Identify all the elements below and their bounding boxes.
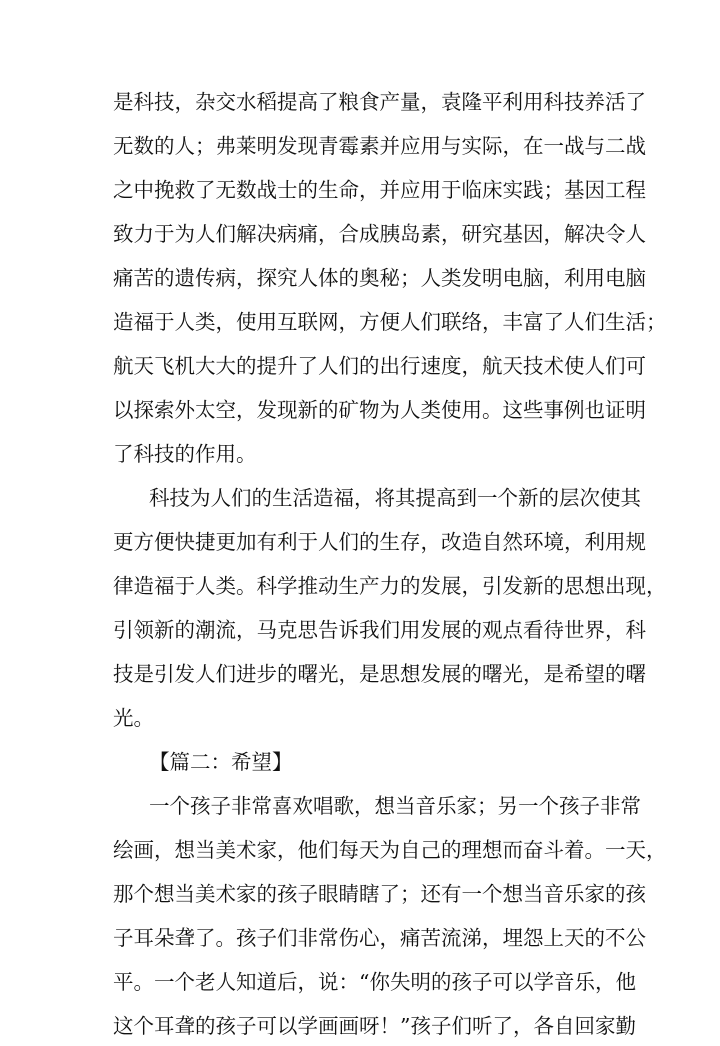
paragraph-3-line-3: 那个想当美术家的孩子眼睛瞎了；还有一个想当音乐家的孩	[113, 882, 646, 906]
paragraph-1-line-6: 造福于人类，使用互联网，方便人们联络，丰富了人们生活；	[113, 310, 667, 334]
paragraph-2-line-3: 律造福于人类。科学推动生产力的发展，引发新的思想出现，	[113, 574, 667, 598]
paragraph-2-line-2: 更方便快捷更加有利于人们的生存，改造自然环境，利用规	[113, 530, 646, 554]
paragraph-3-line-1: 一个孩子非常喜欢唱歌，想当音乐家；另一个孩子非常	[149, 794, 641, 818]
paragraph-1-line-9: 了科技的作用。	[113, 442, 257, 466]
paragraph-2-line-6: 光。	[113, 706, 154, 730]
paragraph-3-line-5: 平。一个老人知道后，说：“你失明的孩子可以学音乐，他	[113, 970, 636, 994]
paragraph-1-line-4: 致力于为人们解决病痛，合成胰岛素，研究基因，解决令人	[113, 222, 646, 246]
section-heading: 【篇二：希望】	[149, 750, 293, 774]
paragraph-3-line-6: 这个耳聋的孩子可以学画画呀！”孩子们听了，各自回家勤	[113, 1014, 636, 1038]
paragraph-3-line-4: 子耳朵聋了。孩子们非常伤心，痛苦流涕，埋怨上天的不公	[113, 926, 646, 950]
paragraph-2-line-1: 科技为人们的生活造福，将其提高到一个新的层次使其	[149, 486, 641, 510]
paragraph-2-line-5: 技是引发人们进步的曙光，是思想发展的曙光，是希望的曙	[113, 662, 646, 686]
paragraph-1-line-2: 无数的人；弗莱明发现青霉素并应用与实际，在一战与二战	[113, 134, 646, 158]
paragraph-3-line-2: 绘画，想当美术家，他们每天为自己的理想而奋斗着。一天，	[113, 838, 667, 862]
paragraph-2-line-4: 引领新的潮流，马克思告诉我们用发展的观点看待世界，科	[113, 618, 646, 642]
paragraph-1-line-3: 之中挽救了无数战士的生命，并应用于临床实践；基因工程	[113, 178, 646, 202]
paragraph-1-line-1: 是科技，杂交水稻提高了粮食产量，袁隆平利用科技养活了	[113, 90, 646, 114]
paragraph-1-line-8: 以探索外太空，发现新的矿物为人类使用。这些事例也证明	[113, 398, 646, 422]
paragraph-1-line-7: 航天飞机大大的提升了人们的出行速度，航天技术使人们可	[113, 354, 646, 378]
paragraph-1-line-5: 痛苦的遗传病，探究人体的奥秘；人类发明电脑，利用电脑	[113, 266, 646, 290]
